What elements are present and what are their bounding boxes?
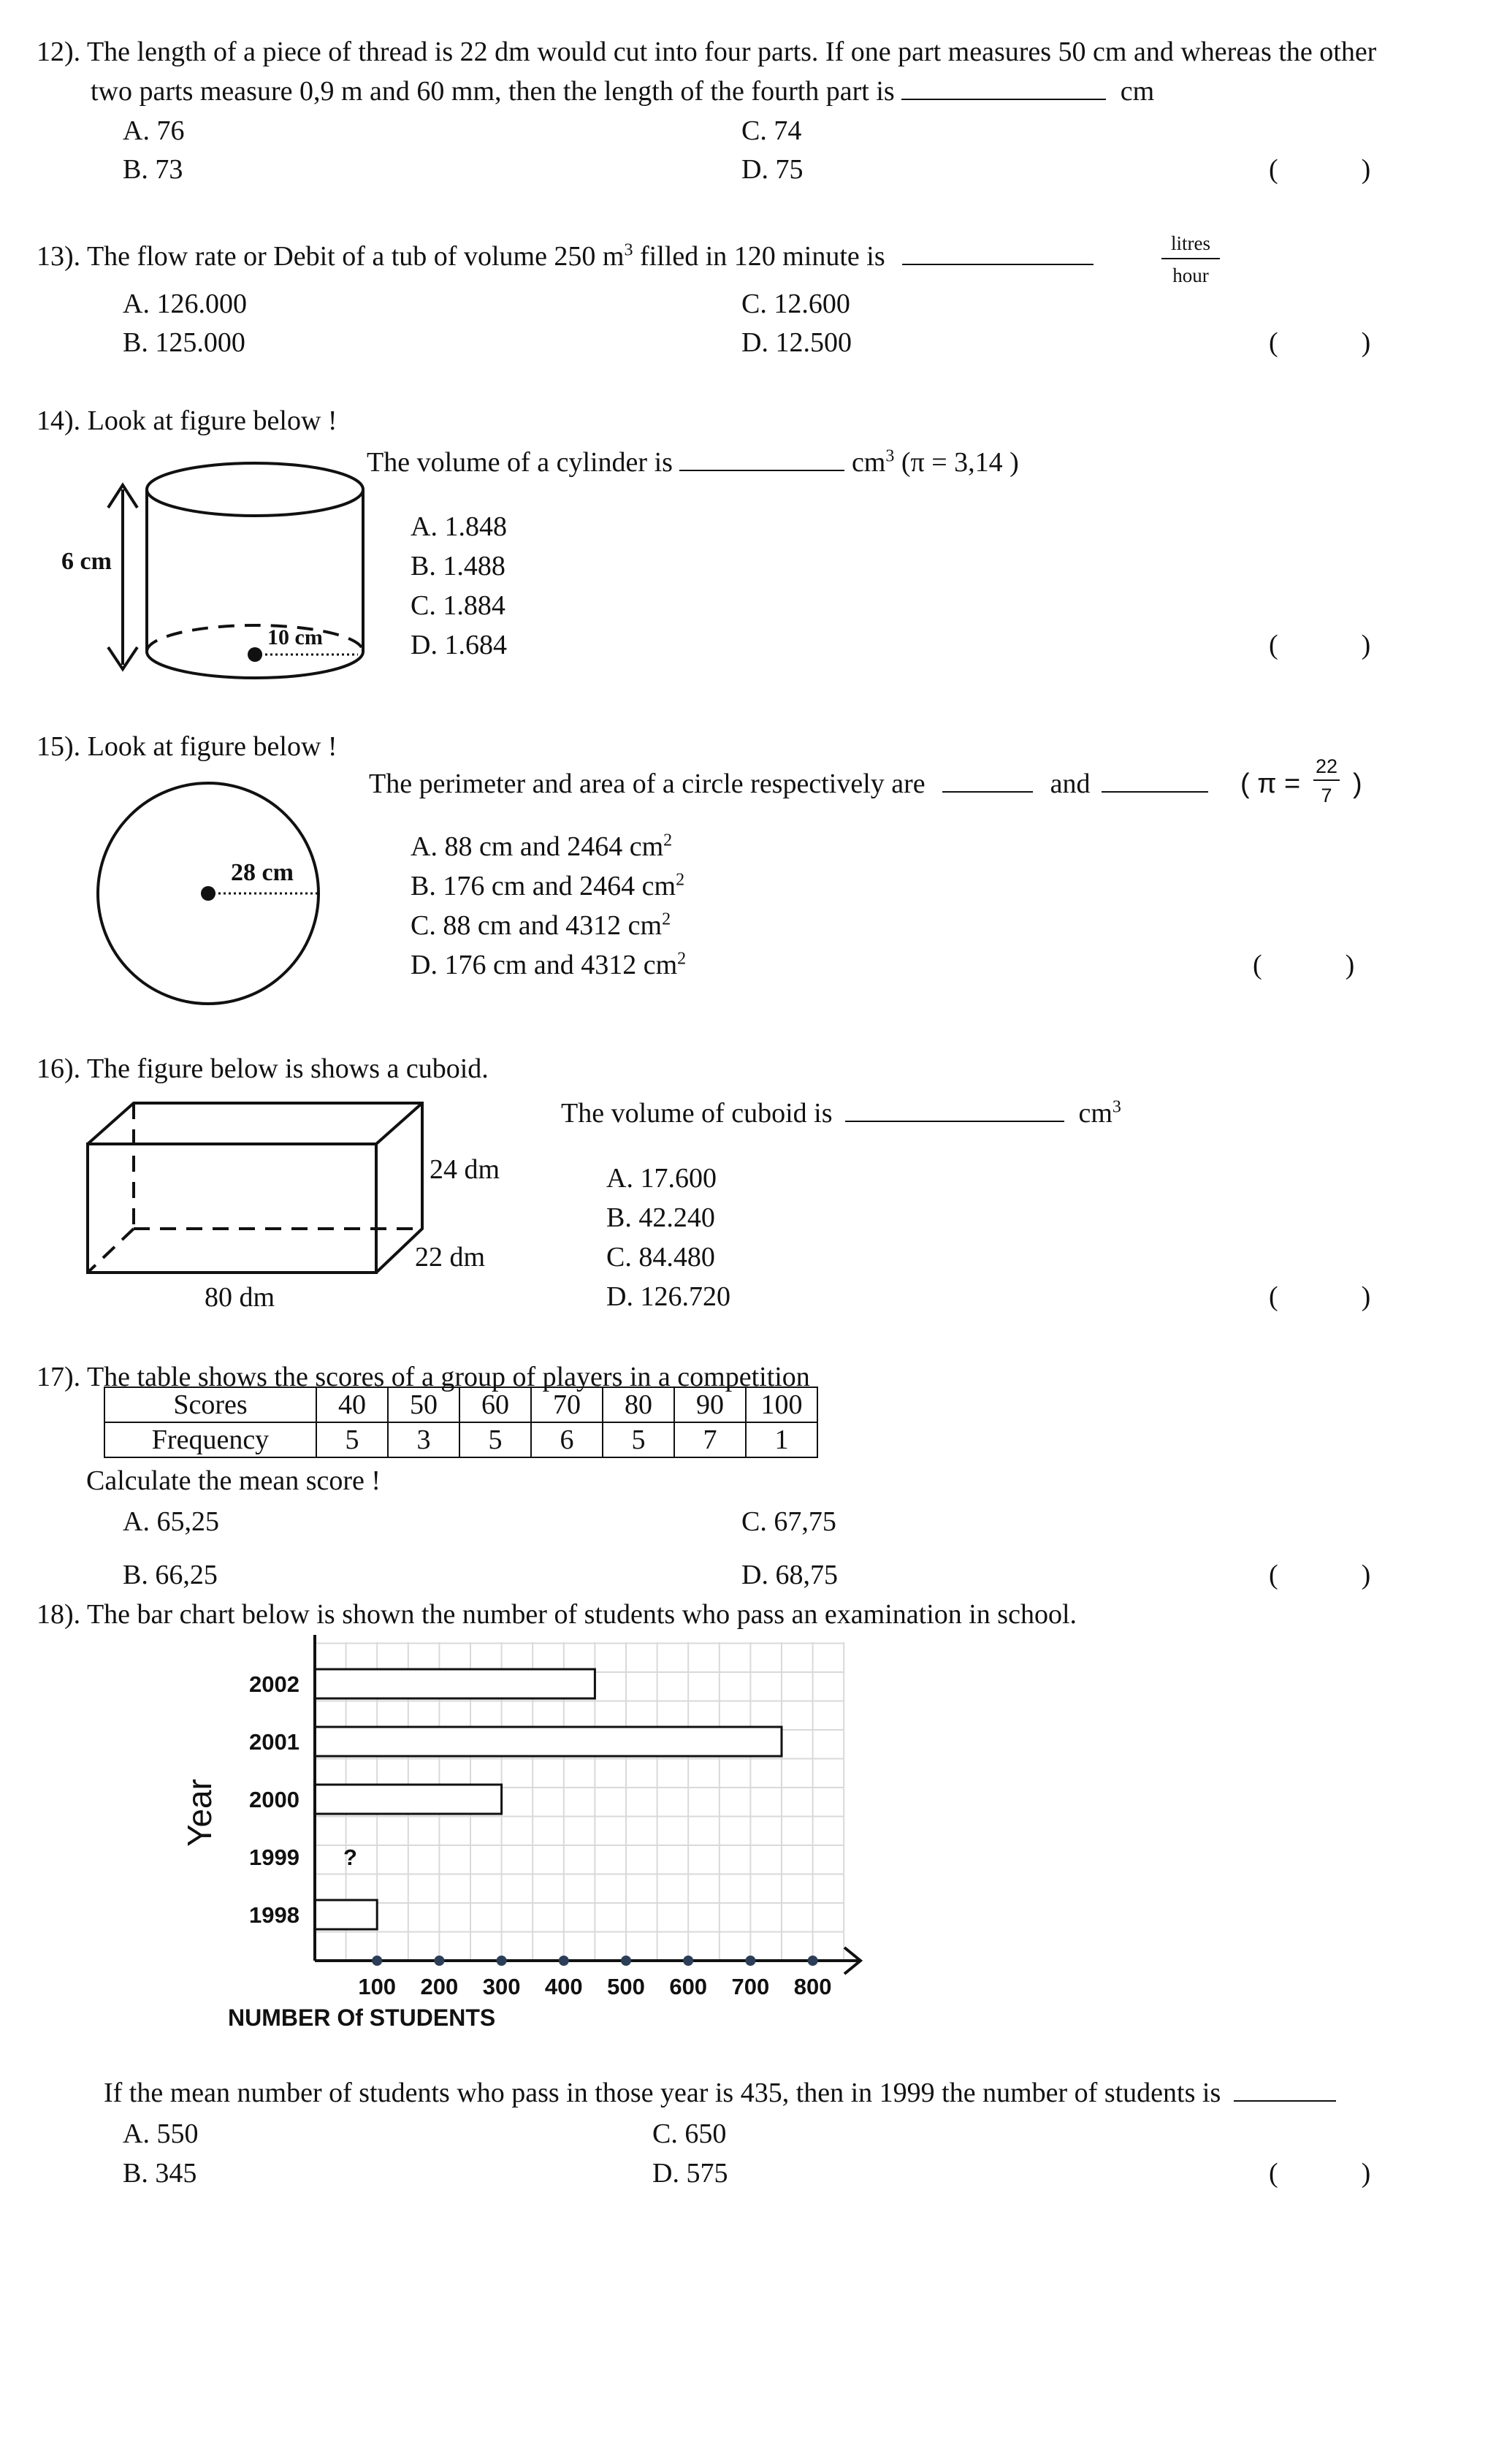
chart-tick-label: 600 [669, 1974, 708, 1999]
chart-category-label: 2002 [249, 1671, 299, 1697]
table-cell: 5 [316, 1422, 388, 1457]
circle-radius-label: 28 cm [231, 859, 294, 886]
q15-pi-prefix: ( π = [1240, 768, 1301, 799]
chart-tick-marker [372, 1956, 382, 1966]
chart-tick-marker [497, 1956, 507, 1966]
q15-option-d[interactable]: D. 176 cm and 4312 $cm^2$ [411, 949, 687, 980]
chart-tick-marker [808, 1956, 818, 1966]
q14-title: 14). Look at figure below ! [37, 405, 337, 436]
q13-answer-box[interactable]: ( ) [1269, 327, 1371, 358]
chart-bar-1998 [315, 1900, 377, 1929]
q16-option-b[interactable]: B. 42.240 [606, 1202, 715, 1233]
q14-answer-box[interactable]: ( ) [1269, 630, 1371, 660]
chart-tick-label: 300 [482, 1974, 521, 1999]
chart-category-label: 2001 [249, 1729, 299, 1755]
chart-x-axis-label: NUMBER Of STUDENTS [228, 2005, 496, 2031]
q12-option-c[interactable]: C. 74 [741, 115, 802, 146]
q15-pi-denominator: 7 [1321, 785, 1332, 806]
cuboid-width-label: 22 dm [415, 1242, 486, 1273]
q13-option-d[interactable]: D. 12.500 [741, 327, 852, 358]
chart-tick-marker [559, 1956, 569, 1966]
q18-option-a[interactable]: A. 550 [123, 2118, 199, 2149]
table-cell: 80 [603, 1387, 674, 1422]
q13-text: 13). The flow rate or Debit of a tub of volume 250 $m^3$ filled in 120 minute is [37, 243, 1094, 270]
q16-question: The volume of cuboid is $cm^3$ [561, 1097, 1121, 1129]
q12-option-b[interactable]: B. 73 [123, 154, 183, 185]
q18-option-c[interactable]: C. 650 [652, 2118, 727, 2149]
q13-unit-denominator: hour [1172, 264, 1209, 286]
q16-option-d[interactable]: D. 126.720 [606, 1281, 730, 1312]
chart-tick-marker [683, 1956, 693, 1966]
table-cell: 90 [674, 1387, 746, 1422]
q13-option-b[interactable]: B. 125.000 [123, 327, 245, 358]
chart-tick-label: 500 [607, 1974, 645, 1999]
table-cell: 70 [531, 1387, 603, 1422]
q17-answer-box[interactable]: ( ) [1269, 1560, 1371, 1590]
q14-option-b[interactable]: B. 1.488 [411, 551, 505, 581]
q18-answer-box[interactable]: ( ) [1269, 2158, 1371, 2189]
q17-option-c[interactable]: C. 67,75 [741, 1506, 836, 1537]
chart-category-label: 1998 [249, 1902, 299, 1928]
cuboid-length-label: 80 dm [205, 1282, 275, 1313]
q16-title: 16). The figure below is shows a cuboid. [37, 1053, 489, 1084]
q17-title: 17). The table shows the scores of a group of players in a competition [37, 1362, 810, 1392]
cuboid-height-label: 24 dm [430, 1154, 500, 1185]
table-row-header: Scores [104, 1387, 316, 1422]
q15-option-a[interactable]: A. 88 cm and 2464 $cm^2$ [411, 831, 673, 862]
chart-tick-label: 100 [358, 1974, 397, 1999]
q17-option-b[interactable]: B. 66,25 [123, 1560, 218, 1590]
q15-pi-numerator: 22 [1313, 755, 1340, 781]
chart-tick-label: 700 [731, 1974, 770, 1999]
q15-title: 15). Look at figure below ! [37, 731, 337, 762]
chart-tick-label: 400 [544, 1974, 583, 1999]
q18-option-d[interactable]: D. 575 [652, 2158, 728, 2189]
table-cell: 60 [459, 1387, 531, 1422]
q18-title: 18). The bar chart below is shown the number of students who pass an examination in school. [37, 1599, 1077, 1630]
q14-option-d[interactable]: D. 1.684 [411, 630, 507, 660]
q12-option-d[interactable]: D. 75 [741, 154, 804, 185]
chart-category-label: 2000 [249, 1787, 299, 1812]
q13-option-a[interactable]: A. 126.000 [123, 289, 247, 319]
q12-text-line1: 12). The length of a piece of thread is 22 dm would cut into four parts. If one part measures 50 cm and whereas the other [37, 37, 1377, 67]
table-cell: 3 [388, 1422, 459, 1457]
chart-bar-2001 [315, 1727, 782, 1756]
table-cell: 1 [746, 1422, 817, 1457]
table-cell: 5 [603, 1422, 674, 1457]
q16-option-c[interactable]: C. 84.480 [606, 1242, 715, 1273]
q17-option-a[interactable]: A. 65,25 [123, 1506, 219, 1537]
q14-question: The volume of a cylinder is $cm^3$ (π = 3,14 ) [367, 446, 1019, 478]
chart-tick-marker [621, 1956, 631, 1966]
q16-option-a[interactable]: A. 17.600 [606, 1163, 717, 1194]
table-cell: 100 [746, 1387, 817, 1422]
q15-question: The perimeter and area of a circle respectively are and [369, 770, 1208, 798]
table-cell: 7 [674, 1422, 746, 1457]
chart-y-axis-label: Year [180, 1779, 218, 1847]
cylinder-height-label: 6 cm [61, 548, 112, 575]
q18-answer-blank[interactable] [1234, 2099, 1336, 2102]
chart-value-label: ? [343, 1845, 357, 1870]
cylinder-radius-label: 10 cm [267, 625, 323, 649]
chart-bar-2000 [315, 1785, 502, 1814]
q17-option-d[interactable]: D. 68,75 [741, 1560, 838, 1590]
chart-tick-label: 800 [793, 1974, 832, 1999]
chart-category-label: 1999 [249, 1845, 299, 1870]
q13-option-c[interactable]: C. 12.600 [741, 289, 850, 319]
q15-option-c[interactable]: C. 88 cm and 4312 $cm^2$ [411, 909, 671, 941]
q16-answer-box[interactable]: ( ) [1269, 1281, 1371, 1312]
q18-option-b[interactable]: B. 345 [123, 2158, 197, 2189]
q17-instruction: Calculate the mean score ! [86, 1465, 381, 1496]
q12-option-a[interactable]: A. 76 [123, 115, 185, 146]
table-cell: 50 [388, 1387, 459, 1422]
table-cell: 6 [531, 1422, 603, 1457]
chart-tick-marker [434, 1956, 444, 1966]
q15-pi-suffix: ) [1353, 768, 1362, 799]
chart-tick-label: 200 [420, 1974, 459, 1999]
q14-option-a[interactable]: A. 1.848 [411, 511, 507, 542]
table-cell: 5 [459, 1422, 531, 1457]
q14-option-c[interactable]: C. 1.884 [411, 590, 505, 621]
q12-answer-box[interactable]: ( ) [1269, 154, 1371, 185]
q15-answer-box[interactable]: ( ) [1253, 950, 1355, 980]
chart-bar-2002 [315, 1669, 595, 1698]
chart-tick-marker [745, 1956, 755, 1966]
table-row-header: Frequency [104, 1422, 316, 1457]
q13-unit-numerator: litres [1161, 232, 1220, 259]
table-cell: 40 [316, 1387, 388, 1422]
q12-text-line2: two parts measure 0,9 m and 60 mm, then the length of the fourth part is cm [91, 76, 1155, 107]
q18-question: If the mean number of students who pass in those year is 435, then in 1999 the number of students is [104, 2079, 1336, 2107]
q15-option-b[interactable]: B. 176 cm and 2464 $cm^2$ [411, 870, 685, 901]
